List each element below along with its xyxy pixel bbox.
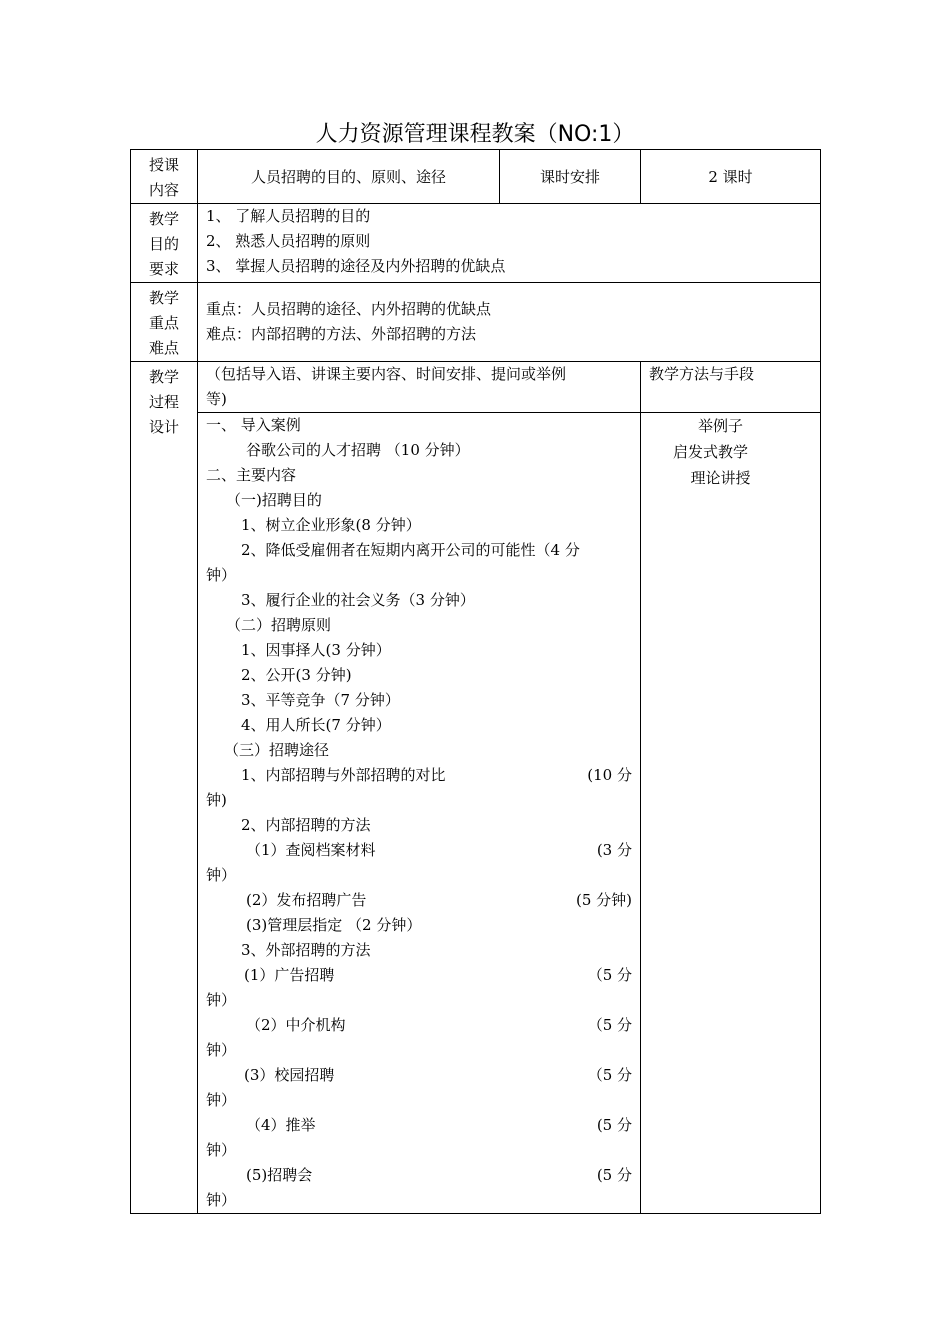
hours-label: 课时安排 [500, 150, 641, 204]
method-item: 启发式教学 [672, 443, 748, 461]
process-line-text: (1）广告招聘 [244, 966, 335, 984]
process-line [198, 638, 640, 663]
goal-item: 1、 了解人员招聘的目的 [206, 207, 371, 225]
process-line-text: 钟） [206, 1191, 237, 1209]
label-teaching-goals: 教学 目的 要求 [131, 204, 198, 283]
process-line-time: （5 分 [587, 1016, 632, 1034]
process-line [198, 563, 640, 588]
process-line-text: 钟) [206, 791, 227, 809]
process-line-text: （一)招聘目的 [226, 491, 322, 509]
process-line-time: (5 分钟) [575, 891, 632, 909]
method-item: 举例子 [697, 417, 743, 435]
row-course-content [131, 150, 821, 204]
hours-value: 2 课时 [641, 150, 821, 204]
process-line-text: 2、内部招聘的方法 [241, 816, 371, 834]
process-line [198, 1163, 640, 1188]
process-line [198, 1113, 640, 1138]
process-line-time: （5 分 [587, 1066, 632, 1084]
course-topic: 人员招聘的目的、原则、途径 [198, 150, 500, 204]
teaching-goals-list [198, 204, 821, 283]
process-line [198, 913, 640, 938]
process-line-text: 3、外部招聘的方法 [241, 941, 371, 959]
process-line [198, 788, 640, 813]
process-line-time: (10 分 [587, 766, 632, 784]
process-line [198, 888, 640, 913]
row-process-header [131, 362, 821, 413]
process-line [198, 488, 640, 513]
row-teaching-goals [131, 204, 821, 283]
process-line [198, 813, 640, 838]
process-line-text: (5)招聘会 [246, 1166, 313, 1184]
methods-header: 教学方法与手段 [641, 362, 821, 413]
process-line [198, 538, 640, 563]
process-line-text: （三）招聘途径 [224, 741, 330, 759]
process-line [198, 1188, 640, 1213]
process-line [198, 738, 640, 763]
process-line [198, 1088, 640, 1113]
process-line-text: 钟） [206, 866, 237, 884]
process-line-text: 钟） [206, 991, 237, 1009]
process-line [198, 588, 640, 613]
process-line-text: （2）中介机构 [246, 1016, 346, 1034]
process-line [198, 1063, 640, 1088]
process-line [198, 438, 640, 463]
process-line [198, 838, 640, 863]
process-line [198, 688, 640, 713]
process-line [198, 613, 640, 638]
process-line [198, 1013, 640, 1038]
process-line [198, 513, 640, 538]
process-line-text: 4、用人所长(7 分钟） [241, 716, 391, 734]
teaching-methods [641, 413, 821, 1214]
label-course-content: 授课 内容 [131, 150, 198, 204]
label-teaching-process: 教学 过程 设计 [131, 362, 198, 1214]
process-line-text: 二、主要内容 [206, 466, 297, 484]
process-line [198, 663, 640, 688]
process-line-text: 2、降低受雇佣者在短期内离开公司的可能性（4 分 [241, 541, 580, 559]
process-line [198, 1138, 640, 1163]
process-line-text: 钟） [206, 1141, 237, 1159]
page-title: 人力资源管理课程教案（NO:1） [315, 122, 635, 147]
process-line-text: 3、履行企业的社会义务（3 分钟） [241, 591, 475, 609]
process-line-text: 钟） [206, 1091, 237, 1109]
process-line-time: (5 分 [596, 1166, 632, 1184]
process-line [198, 988, 640, 1013]
process-line [198, 463, 640, 488]
key-points-list [198, 283, 821, 362]
process-line-text: (2）发布招聘广告 [246, 891, 367, 909]
process-line [198, 763, 640, 788]
process-line-text: 1、树立企业形象(8 分钟） [241, 516, 421, 534]
process-line-time: （5 分 [587, 966, 632, 984]
process-line [198, 1038, 640, 1063]
process-line-text: (3)管理层指定 （2 分钟） [246, 916, 422, 934]
process-lines [198, 413, 641, 1214]
process-line-text: （二）招聘原则 [226, 616, 332, 634]
process-line-text: 谷歌公司的人才招聘 （10 分钟） [246, 441, 470, 459]
method-item: 理论讲授 [690, 469, 751, 487]
process-header-note: （包括导入语、讲课主要内容、时间安排、提问或举例 等) [198, 362, 641, 413]
process-line-text: 1、内部招聘与外部招聘的对比 [241, 766, 446, 784]
process-line-text: 钟） [206, 1041, 237, 1059]
process-line-text: 钟） [206, 566, 237, 584]
lesson-plan-table [130, 149, 821, 1214]
label-key-points: 教学 重点 难点 [131, 283, 198, 362]
process-line-time: (5 分 [596, 1116, 632, 1134]
process-line-text: 3、平等竞争（7 分钟） [241, 691, 400, 709]
key-point-item: 重点：人员招聘的途径、内外招聘的优缺点 [206, 300, 492, 318]
process-line [198, 963, 640, 988]
process-line [198, 938, 640, 963]
process-line [198, 413, 640, 438]
process-line [198, 863, 640, 888]
key-point-item: 难点：内部招聘的方法、外部招聘的方法 [206, 325, 477, 343]
process-line-time: (3 分 [596, 841, 632, 859]
process-line [198, 713, 640, 738]
process-line-text: 一、 导入案例 [206, 416, 301, 434]
process-line-text: 1、因事择人(3 分钟） [241, 641, 391, 659]
process-line-text: 2、公开(3 分钟) [241, 666, 352, 684]
process-line-text: （4）推举 [246, 1116, 316, 1134]
goal-item: 2、 熟悉人员招聘的原则 [206, 232, 371, 250]
row-process-body [131, 413, 821, 1214]
process-line-text: （1）查阅档案材料 [246, 841, 376, 859]
process-line-text: (3）校园招聘 [244, 1066, 335, 1084]
row-key-points [131, 283, 821, 362]
goal-item: 3、 掌握人员招聘的途径及内外招聘的优缺点 [206, 257, 506, 275]
